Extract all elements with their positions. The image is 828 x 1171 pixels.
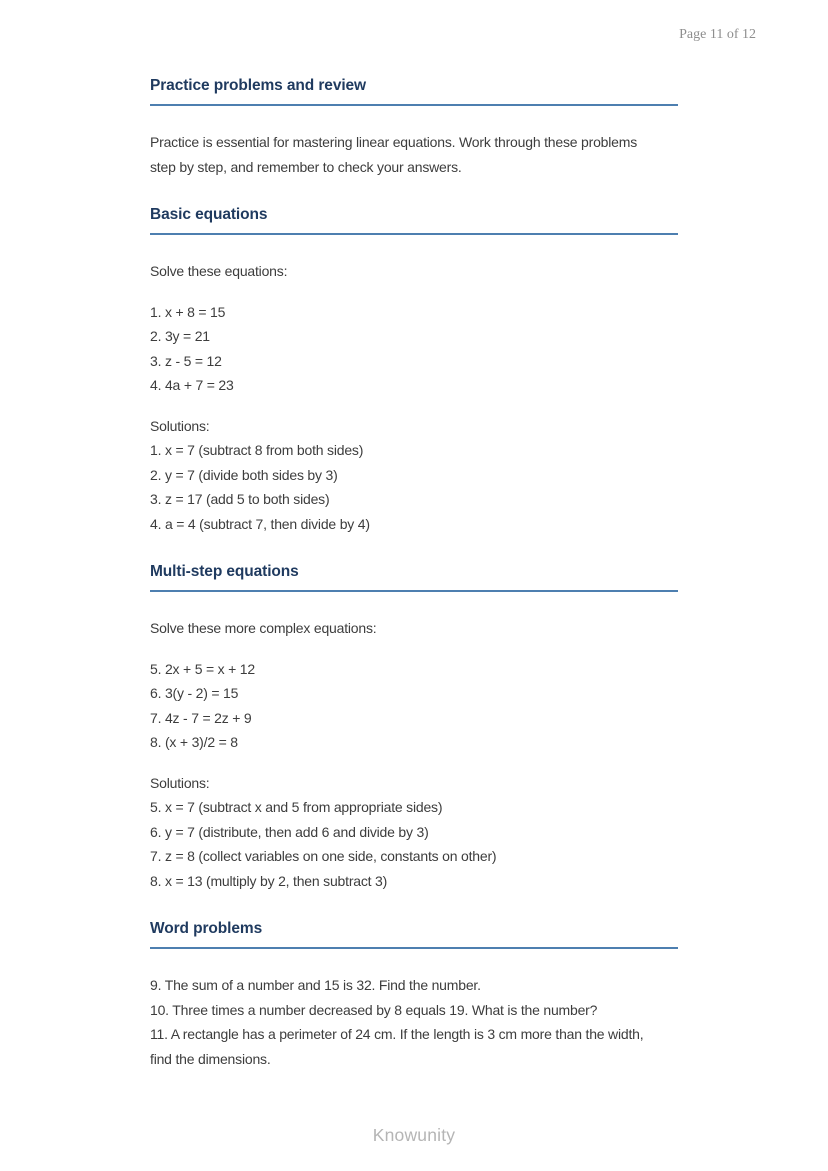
section xyxy=(150,76,678,179)
text-block xyxy=(150,657,678,755)
text-block xyxy=(150,414,678,537)
text-line: 8. (x + 3)/2 = 8 xyxy=(150,734,238,750)
text-line: 11. A rectangle has a perimeter of 24 cm. If the length is 3 cm more than the width, xyxy=(150,1026,644,1042)
section xyxy=(150,919,678,1071)
section-heading: Practice problems and review xyxy=(150,76,678,106)
text-line: Practice is essential for mastering linear equations. Work through these problems xyxy=(150,134,638,150)
text-line: Solutions: xyxy=(150,774,210,791)
text-block xyxy=(150,300,678,398)
text-line: 1. x + 8 = 15 xyxy=(150,303,226,320)
text-line: 9. The sum of a number and 15 is 32. Find the number. xyxy=(150,977,481,993)
text-block xyxy=(150,973,678,1071)
text-line: 5. 2x + 5 = x + 12 xyxy=(150,660,255,677)
page-number-label: Page 11 of 12 xyxy=(679,27,756,42)
text-block xyxy=(150,616,678,641)
text-block xyxy=(150,771,678,894)
section xyxy=(150,562,678,893)
text-line: 6. 3(y - 2) = 15 xyxy=(150,685,239,701)
document-body xyxy=(150,76,678,1071)
text-line: 1. x = 7 (subtract 8 from both sides) xyxy=(150,442,364,458)
text-line: 4. 4a + 7 = 23 xyxy=(150,377,234,393)
text-block xyxy=(150,259,678,284)
section-heading: Word problems xyxy=(150,919,678,949)
text-line: 5. x = 7 (subtract x and 5 from appropriate sides) xyxy=(150,799,443,815)
text-line: find the dimensions. xyxy=(150,1050,271,1067)
text-line: 7. z = 8 (collect variables on one side, constants on other) xyxy=(150,848,497,864)
text-line: 6. y = 7 (distribute, then add 6 and divide by 3) xyxy=(150,823,429,840)
text-block xyxy=(150,130,678,179)
text-line: 3. z - 5 = 12 xyxy=(150,352,222,369)
text-line: Solve these equations: xyxy=(150,263,288,279)
text-line: 3. z = 17 (add 5 to both sides) xyxy=(150,491,330,507)
text-line: Solve these more complex equations: xyxy=(150,620,377,636)
text-line: 4. a = 4 (subtract 7, then divide by 4) xyxy=(150,515,370,532)
text-line: 10. Three times a number decreased by 8 equals 19. What is the number? xyxy=(150,1001,598,1018)
section xyxy=(150,205,678,536)
text-line: 8. x = 13 (multiply by 2, then subtract 3) xyxy=(150,872,388,889)
text-line: 2. 3y = 21 xyxy=(150,328,210,344)
footer-brand-knowunity: Knowunity xyxy=(372,1125,456,1145)
text-line: step by step, and remember to check your answers. xyxy=(150,158,462,175)
text-line: Solutions: xyxy=(150,417,210,434)
section-heading: Basic equations xyxy=(150,205,678,235)
section-heading: Multi-step equations xyxy=(150,562,678,592)
text-line: 7. 4z - 7 = 2z + 9 xyxy=(150,709,252,726)
text-line: 2. y = 7 (divide both sides by 3) xyxy=(150,466,338,483)
